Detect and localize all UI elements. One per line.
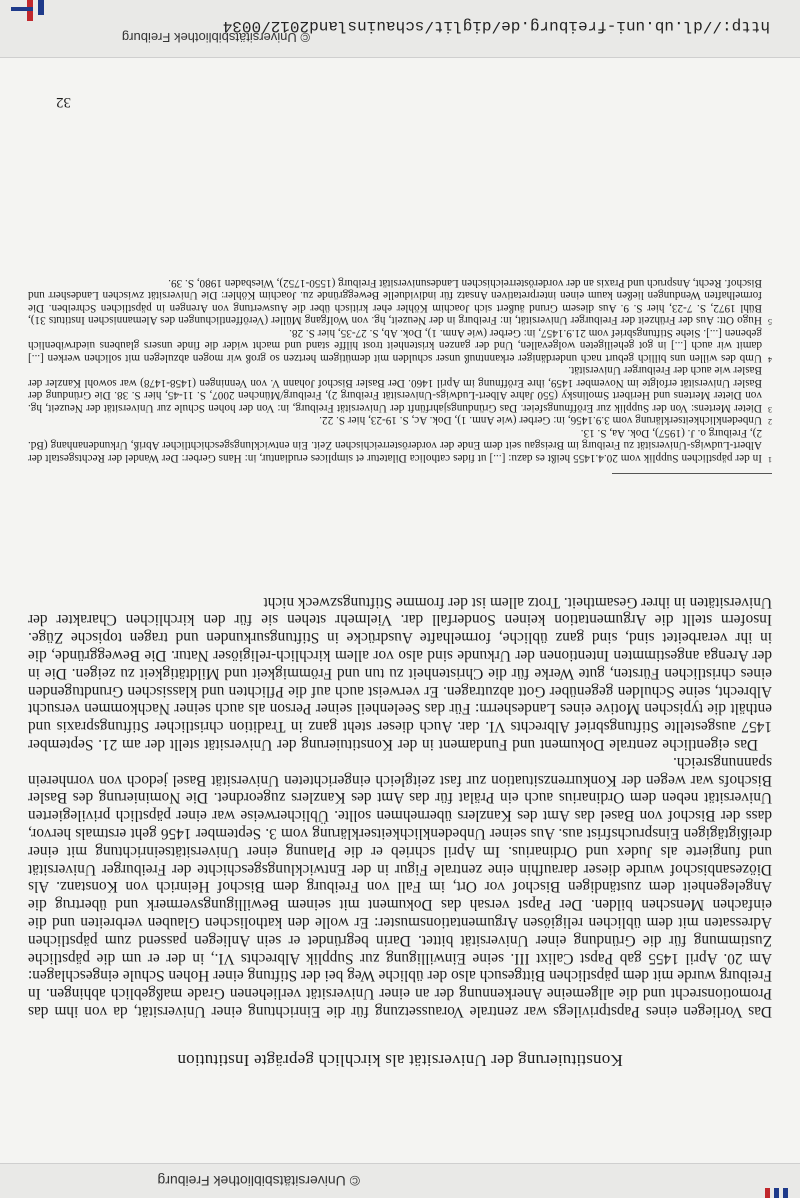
header-copyright: © Universitätsbibliothek Freiburg [157, 1173, 360, 1189]
footnotes [28, 277, 772, 465]
library-logo-icon [8, 0, 48, 23]
footnote [28, 327, 772, 365]
main-text [28, 593, 772, 1020]
footnote-text: In der päpstlichen Supplik vom 20.4.1455 heißt es dazu: [...] ut fides catholica Dilatetur et simplices erudiantur, in: Hans Gerber: Der Wandel der Rechtsgestalt der Albert-Ludwigs-Universität zu Freiburg im Breisgau seit dem Ende der vorderösterreichischen Zeit. Ein entwicklungsgeschichtlicher Abriß, Urkundenanhang (Bd. 2), Freiburg o. J. (1957), Dok. Aa, S. 13. [28, 427, 762, 464]
paragraph-text: Das eigentliche zentrale Dokument und Fundament in der Konstituierung der Universität stellt der am 21. September 1457 ausgestellte Stiftungsbrief Albrechts VI. dar. Auch dieser steht ganz in Tradition christlicher Stiftungspraxis und enthält die typischen Motive eines Landesherrn: Für das Seelenheil seiner Person als auch seiner Nachkommen versucht Albrecht, seine Schulden gegenüber Gott abzutragen. Er verweist auch auf die Pflichten und klassischen Grundtugenden eines christlichen Fürsten, gute Werke für die Christenheit zu tun und Frömmigkeit und Mildtätigkeit zu zeigen. Die in der Arenga angestimmten Intentionen der Urkunde sind also vor allem kirchlich-religiöser Natur. Die Beweggründe, die in ihr verarbeitet sind, sind ganz übliche, formelhafte Ausdrücke in Stiftungsurkunden und tragen topische Züge. Insofern stellt die Argumentation keinen Sonderfall dar. Vielmehr stehen sie für den kirchlichen Charakter der Universitäten in ihrer Gesamtheit. Trotz allem ist der fromme Stiftungszweck nicht [28, 593, 772, 754]
footnote-number: 5 [768, 317, 772, 327]
footnote-number: 2 [768, 417, 772, 427]
footnote [28, 414, 772, 427]
footnote-number: 4 [768, 355, 772, 364]
paragraph [28, 593, 772, 753]
header-bar [0, 1163, 800, 1198]
footer-copyright: © Universitätsbibliothek Freiburg [121, 30, 310, 45]
footnote-text: Hugo Ott: Aus der Frühzeit der Freiburger Universität, in: Freiburg in der Neuzeit, hg. von Wolfgang Müller (Veröffentlichungen des Alemannischen Instituts 31), Bühl 1972, S. 7-23, hier S. 9. Aus diesem Grund äußert sich Joachim Köhler eher kritisch über die Auswertung von Arengen in päpstlichen Schreiben. Die formelhaften Wendungen ließen kaum einen interpretativen Ansatz für individuelle Beweggründe zu. Joachim Köhler: Die Universität zwischen Landesherr und Bischof. Recht, Anspruch und Praxis an der vorderösterreichischen Landesuniversität Freiburg (1550-1752), Wiesbaden 1980, S. 39. [28, 277, 762, 327]
footnote-text: Umb des willen uns billich geburt nach underdäniger erkanntnuß unser schulden mit demütigem hertzen so groß wir mogen abzulegen mit solichen werken [...] damit wir auch [...] in got geheiligeten wolgevallen, Und der ganzen kristenheit trost hilffe stand und macht wider die finde unsers glaubens uiedrwibenlich gebenen [...]. Siehe Stiftungsbrief vom 21.9.1457, in: Gerber (wie Anm. 1), Dok. Ab, S. 27-35, hier S. 28. [28, 327, 762, 364]
paragraph-text: Das Vorliegen eines Papstprivilegs war zentrale Voraussetzung für die Einrichtung einer Universität, da von ihm das Promotionsrecht und die allgemeine Anerkennung der an einer Universität verliehenen Grade maßgeblich abhingen. In Freiburg wurde mit dem päpstlichen Bittgesuch also der übliche Weg bei der Stiftung einer Hohen Schule eingeschlagen: Am 20. April 1455 gab Papst Calixt III. seine Einwilligung zur Supplik Albrechts VI., in der er um die päpstliche Zustimmung für die Gründung einer Universität bittet. Darin begründet er sein Anliegen passend zum päpstlichen Adressaten mit dem üblichen religiösen Argumentationsmuster: Er wolle den katholischen Glauben verbreiten und die einfachen Menschen bilden. Der Papst versah das Dokument mit seinem Bewilligungsvermerk und übertrug die Angelegenheit dem zuständigen Bischof vor Ort, im Fall von Freiburg dem Bischof Heinrich von Konstanz. Als Diözesanbischof wurde dieser daraufhin eine zentrale Figur in der Entwicklungsgeschichte der Freiburger Universität und fungierte als Judex und Ordinarius. Im April schrieb er die Planung einer Universitätseinrichtung mit einer dreißigtägigen Einspruchsfrist aus. Aus seiner Unbedenklichkeitserklärung vom 3. September 1456 geht erstmals hervor, dass der Bischof von Basel das Amt des Kanzlers übernehmen sollte. Üblicherweise war einer päpstlich privilegierten Universität neben dem Ordinarius auch ein Prälat für das Amt des Kanzlers zugeordnet. Die Nominierung des Basler Bischofs war wegen der Konkurrenzsituation zur fast zeitgleich eingerichteten Universität Basel jedoch von vornherein spannungsreich. [28, 753, 772, 1020]
footnote-number: 3 [768, 405, 772, 414]
source-url[interactable]: http://dl.ub.uni-freiburg.de/diglit/schauinsland2012/0034 [222, 17, 770, 35]
page-number: 32 [56, 94, 71, 110]
footnote [28, 427, 772, 465]
footnote [28, 364, 772, 414]
section-title: Konstituierung der Universität als kirchlich geprägte Institution [177, 1051, 623, 1070]
paragraph [28, 753, 772, 1020]
footer-bar [0, 0, 800, 58]
footnote-text: Unbedenklichkeitserklärung vom 3.9.1456, in: Gerber (wie Anm. 1), Dok. Ac, S. 19-23, hier S. 22. [319, 414, 762, 427]
footnote-number: 1 [768, 455, 772, 464]
footnote [28, 277, 772, 327]
footnote-divider [612, 473, 772, 474]
footnote-text: Dieter Mertens: Von der Supplik zur Eröffnungsfeier. Das Gründungsjahrfünft der Universität Freiburg, in: Von der hohen Schule zur Universität der Neuzeit, hg. von Dieter Mertens und Heribert Smolinsky (550 Jahre Albert-Ludwigs-Universität Freiburg 2), Freiburg/München 2007, S. 11-45, hier S. 38. Die Gründung der Basler Universität erfolgte im November 1459, ihre Eröffnung im April 1460. Der Basler Bischof Johann V. von Venningen (1458-1478) war sowohl Kanzler der Basler wie auch der Freiburger Universität. [28, 364, 762, 414]
library-logo-icon [760, 1164, 790, 1198]
